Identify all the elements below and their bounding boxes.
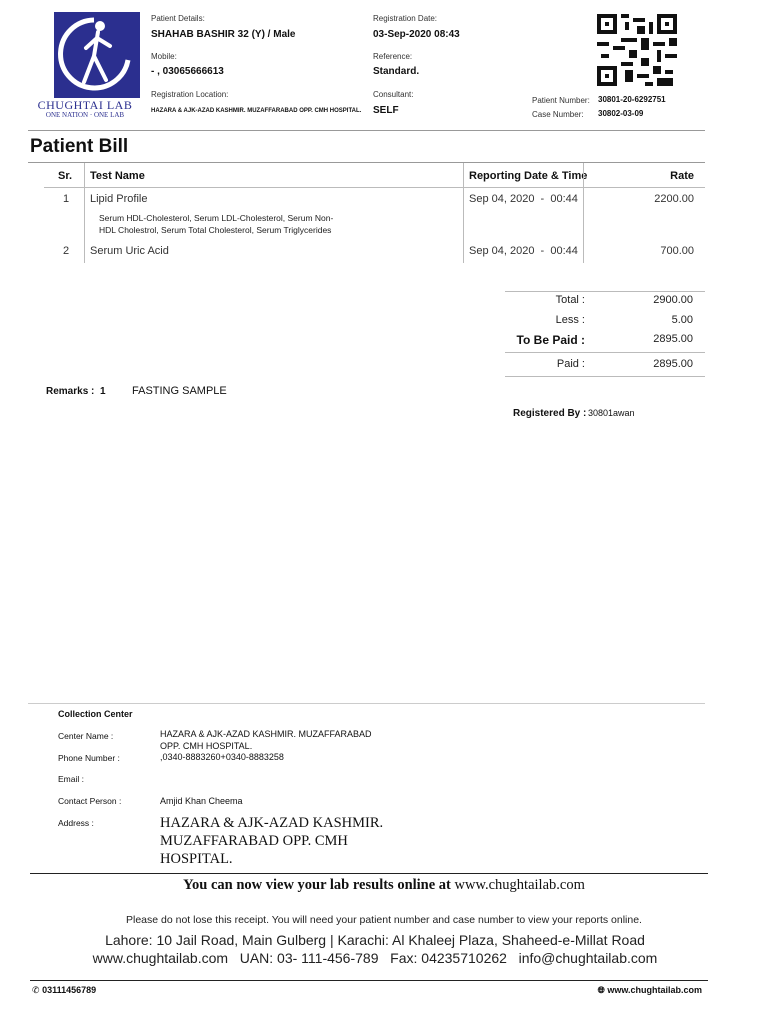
to-be-paid-value: 2895.00	[653, 333, 693, 345]
totals-top-rule	[505, 291, 705, 292]
col-sep-1	[84, 163, 85, 263]
logo-name: CHUGHTAI LAB	[37, 98, 133, 112]
row-reporting-date: Sep 04, 2020 - 00:44	[469, 193, 578, 205]
walking-man-logo-icon	[54, 12, 140, 98]
footer-web	[540, 985, 702, 996]
row-test-name: Lipid Profile	[90, 193, 148, 205]
header-divider	[28, 130, 705, 131]
online-results-line	[0, 877, 768, 894]
contact-person-label: Contact Person :	[58, 796, 122, 806]
totals-bottom-rule	[505, 376, 705, 377]
patient-details-label: Patient Details:	[151, 14, 205, 23]
patient-details-value: SHAHAB BASHIR 32 (Y) / Male	[151, 29, 296, 40]
col-sep-2	[463, 163, 464, 263]
reference-label: Reference:	[373, 52, 413, 61]
phone-number-label: Phone Number :	[58, 753, 120, 763]
qr-code-icon	[597, 14, 677, 86]
total-value: 2900.00	[653, 294, 693, 306]
footer-bottom-rule	[30, 980, 708, 981]
collection-title: Collection Center	[58, 709, 133, 719]
page-title: Patient Bill	[30, 136, 129, 157]
remarks-label: Remarks :	[46, 386, 95, 397]
paid-value: 2895.00	[653, 358, 693, 370]
contact-line: www.chughtailab.com UAN: 03- 111-456-789 Fax: 04235710262 info@chughtailab.com	[92, 950, 658, 966]
case-number-value: 30802-03-09	[598, 109, 644, 118]
col-header-reporting-date: Reporting Date & Time	[469, 170, 588, 182]
email-label: Email :	[58, 774, 84, 784]
reg-location-label: Registration Location:	[151, 90, 229, 99]
online-results-link[interactable]: www.chughtailab.com	[454, 877, 585, 893]
registered-by-value: 30801awan	[588, 408, 635, 418]
reg-location-value: HAZARA & AJK-AZAD KASHMIR. MUZAFFARABAD OPP. CMH HOSPITAL.	[151, 108, 362, 114]
row-test-detail-line1: Serum HDL-Cholesterol, Serum LDL-Cholesterol, Serum Non-	[99, 213, 334, 223]
row-reporting-date: Sep 04, 2020 - 00:44	[469, 245, 578, 257]
title-divider	[28, 162, 705, 163]
mobile-value: - , 03065666613	[151, 66, 224, 77]
table-header-divider	[44, 187, 705, 188]
footer-top-rule	[30, 873, 708, 874]
less-value: 5.00	[671, 314, 693, 326]
logo-tagline: ONE NATION · ONE LAB	[45, 111, 125, 119]
reference-value: Standard.	[373, 66, 420, 77]
address-label: Address :	[58, 818, 94, 828]
col-header-test-name: Test Name	[90, 170, 145, 182]
center-name-label: Center Name :	[58, 731, 114, 741]
globe-icon: 🌐︎	[597, 985, 605, 995]
center-name-line1: HAZARA & AJK-AZAD KASHMIR. MUZAFFARABAD	[160, 729, 372, 739]
remarks-text: FASTING SAMPLE	[132, 385, 227, 397]
lab-logo	[28, 10, 142, 122]
row-test-name: Serum Uric Acid	[90, 245, 169, 257]
row-rate: 700.00	[660, 245, 694, 257]
paid-label: Paid :	[556, 358, 585, 370]
row-test-detail-line2: HDL Cholestrol, Serum Total Cholesterol, Serum Triglycerides	[99, 225, 332, 235]
col-header-sr: Sr.	[58, 170, 73, 182]
row-sr: 2	[63, 245, 70, 257]
patient-number-label: Patient Number:	[532, 96, 590, 105]
reg-date-value: 03-Sep-2020 08:43	[373, 29, 460, 40]
to-be-paid-label: To Be Paid :	[516, 333, 585, 347]
patient-number-value: 30801-20-6292751	[598, 95, 666, 104]
col-sep-3	[583, 163, 584, 263]
case-number-label: Case Number:	[532, 110, 584, 119]
phone-icon: ✆	[32, 985, 40, 995]
less-label: Less :	[555, 314, 585, 326]
footer-web-link[interactable]: www.chughtailab.com	[607, 985, 702, 995]
phone-number-value: ,0340-8883260+0340-8883258	[160, 752, 284, 762]
consultant-label: Consultant:	[373, 90, 414, 99]
online-results-text: You can now view your lab results online at	[183, 877, 451, 893]
footer-phone	[32, 985, 96, 996]
row-sr: 1	[63, 193, 70, 205]
total-label: Total :	[555, 294, 585, 306]
footer-phone-value: 03111456789	[42, 985, 97, 995]
receipt-notice: Please do not lose this receipt. You will need your patient number and case number to view your reports online.	[126, 914, 642, 926]
address-line3: HOSPITAL.	[160, 851, 233, 867]
totals-mid-rule	[505, 352, 705, 353]
mobile-label: Mobile:	[151, 52, 177, 61]
address-line2: MUZAFFARABAD OPP. CMH	[160, 833, 348, 849]
center-name-line2: OPP. CMH HOSPITAL.	[160, 741, 253, 751]
row-rate: 2200.00	[654, 193, 694, 205]
address-line1: HAZARA & AJK-AZAD KASHMIR.	[160, 815, 384, 831]
col-header-rate: Rate	[670, 170, 694, 182]
collection-divider	[28, 703, 705, 704]
branch-addresses: Lahore: 10 Jail Road, Main Gulberg | Karachi: Al Khaleej Plaza, Shaheed-e-Millat Road	[105, 932, 645, 948]
registered-by-label: Registered By :	[513, 408, 587, 419]
contact-person-value: Amjid Khan Cheema	[160, 796, 243, 806]
consultant-value: SELF	[373, 105, 399, 116]
reg-date-label: Registration Date:	[373, 14, 438, 23]
remarks-number: 1	[100, 386, 106, 397]
